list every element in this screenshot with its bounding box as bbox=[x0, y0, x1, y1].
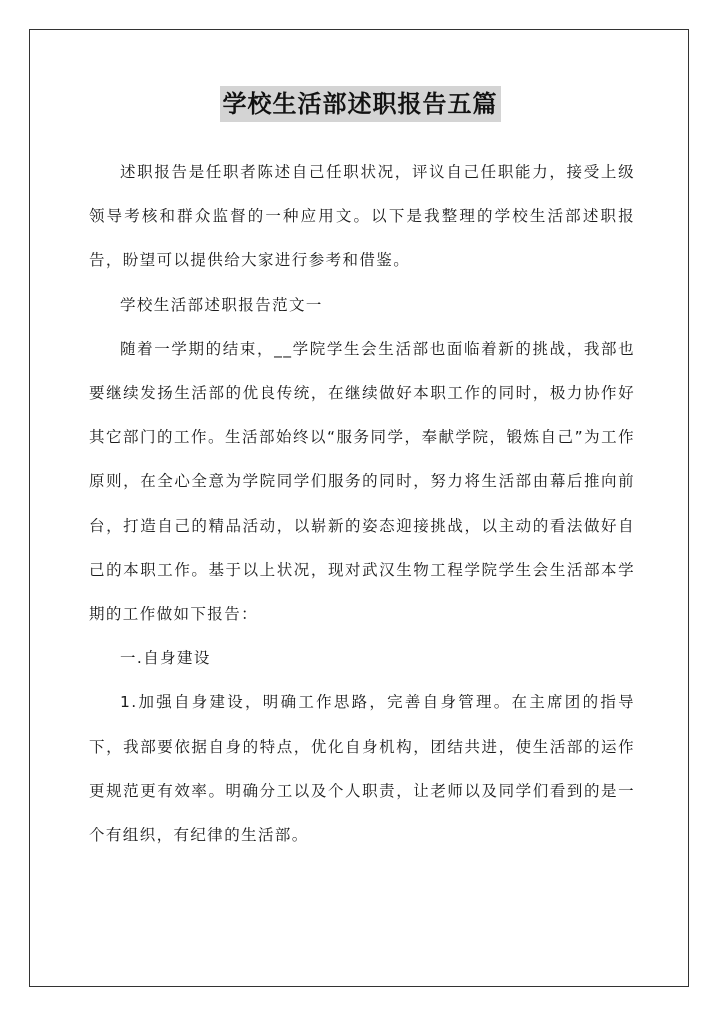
body-paragraph: 1.加强自身建设，明确工作思路，完善自身管理。在主席团的指导下，我部要依据自身的特点，优化自身机构，团结共进，使生活部的运作更规范更有效率。明确分工以及个人职责，让老师以及同学们看到的是一个有组织，有纪律的生活部。 bbox=[89, 693, 635, 845]
body-paragraph: 随着一学期的结束，__学院学生会生活部也面临着新的挑战，我部也要继续发扬生活部的优良传统，在继续做好本职工作的同时，极力协作好其它部门的工作。生活部始终以“服务同学，奉献学院，锻炼自己”为工作原则，在全心全意为学院同学们服务的同时，努力将生活部由幕后推向前台，打造自己的精品活动，以崭新的姿态迎接挑战，以主动的看法做好自己的本职工作。基于以上状况，现对武汉生物工程学院学生会生活部本学期的工作做如下报告： bbox=[89, 339, 635, 624]
section-heading: 学校生活部述职报告范文一 bbox=[120, 295, 323, 314]
intro-paragraph: 述职报告是任职者陈述自己任职状况，评议自己任职能力，接受上级领导考核和群众监督的一种应用文。以下是我整理的学校生活部述职报告，盼望可以提供给大家进行参考和借鉴。 bbox=[89, 163, 635, 270]
title-container bbox=[0, 86, 720, 122]
document-title: 学校生活部述职报告五篇 bbox=[220, 86, 501, 122]
document-body bbox=[89, 150, 635, 857]
subsection-heading: 一.自身建设 bbox=[120, 649, 211, 668]
